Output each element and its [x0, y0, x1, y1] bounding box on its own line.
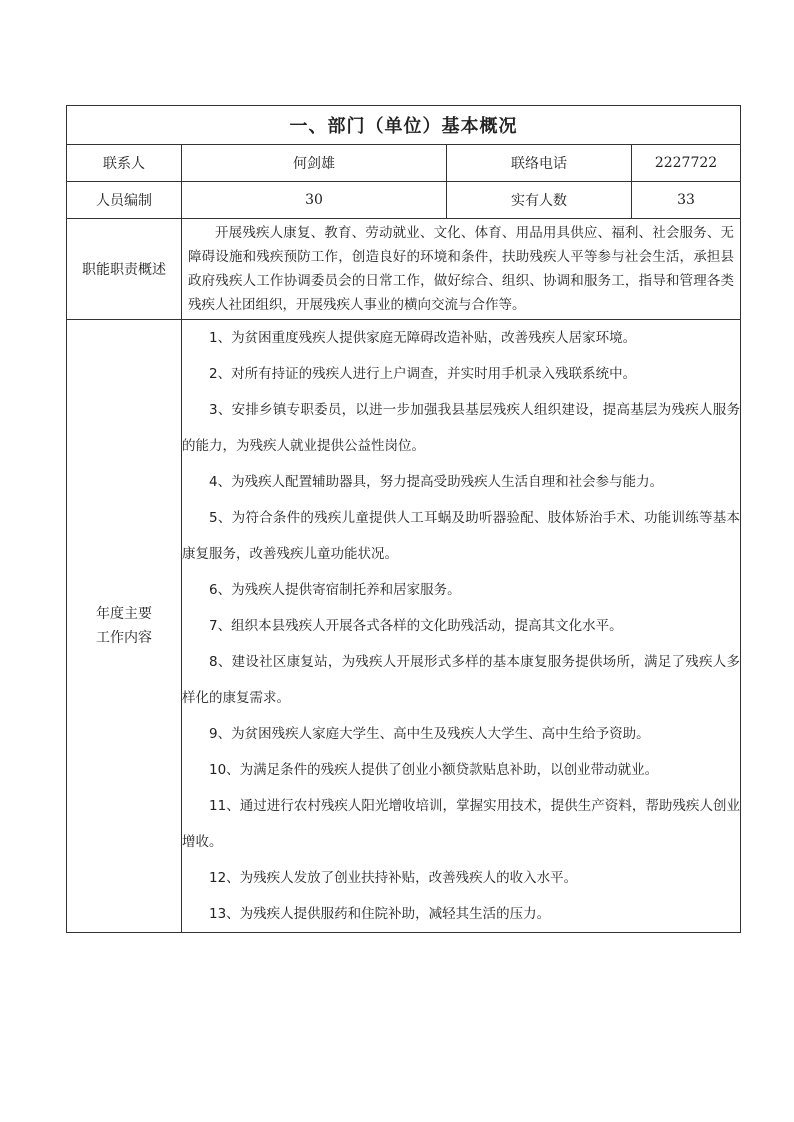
duties-cell — [182, 219, 741, 320]
phone-label: 联络电话 — [447, 145, 632, 182]
work-item: 11、通过进行农村残疾人阳光增收培训，掌握实用技术，提供生产资料，帮助残疾人创业增收。 — [182, 798, 740, 850]
section-title: 一、部门（单位）基本概况 — [67, 106, 741, 145]
work-item: 5、为符合条件的残疾儿童提供人工耳蜗及助听器验配、肢体矫治手术、功能训练等基本康复服务，改善残疾儿童功能状况。 — [182, 510, 740, 562]
work-item: 12、为残疾人发放了创业扶持补贴，改善残疾人的收入水平。 — [209, 870, 578, 886]
work-item: 13、为残疾人提供服药和住院补助，减轻其生活的压力。 — [209, 906, 551, 922]
phone-value: 2227722 — [632, 145, 741, 182]
work-item: 2、对所有持证的残疾人进行上户调查，并实时用手机录入残联系统中。 — [209, 366, 637, 382]
work-item: 9、为贫困残疾人家庭大学生、高中生及残疾人大学生、高中生给予资助。 — [209, 726, 650, 742]
duties-text: 开展残疾人康复、教育、劳动就业、文化、体育、用品用具供应、福利、社会服务、无障碍设施和残疾预防工作，创造良好的环境和条件，扶助残疾人平等参与社会生活，承担县政府残疾人工作协调委员会的日常工作，做好综合、组织、协调和服务工，指导和管理各类残疾人社团组织，开展残疾人事业的横向交流与合作等。 — [188, 225, 734, 313]
work-item: 8、建设社区康复站，为残疾人开展形式多样的基本康复服务提供场所，满足了残疾人多样化的康复需求。 — [182, 654, 740, 706]
work-item: 1、为贫困重度残疾人提供家庭无障碍改造补贴，改善残疾人居家环境。 — [209, 330, 637, 346]
duties-label: 职能职责概述 — [67, 219, 182, 320]
work-label-line1: 年度主要 — [96, 606, 152, 622]
work-item: 10、为满足条件的残疾人提供了创业小额贷款贴息补助，以创业带动就业。 — [209, 762, 659, 778]
work-item: 6、为残疾人提供寄宿制托养和居家服务。 — [209, 582, 461, 598]
contact-value: 何剑雄 — [182, 145, 447, 182]
work-item: 7、组织本县残疾人开展各式各样的文化助残活动，提高其文化水平。 — [209, 618, 623, 634]
actual-count-label: 实有人数 — [447, 182, 632, 219]
work-item: 3、安排乡镇专职委员，以进一步加强我县基层残疾人组织建设，提高基层为残疾人服务的能力，为残疾人就业提供公益性岗位。 — [182, 402, 740, 454]
work-label-line2: 工作内容 — [96, 630, 152, 646]
staffing-value: 30 — [182, 182, 447, 219]
actual-count-value: 33 — [632, 182, 741, 219]
contact-label: 联系人 — [67, 145, 182, 182]
work-list — [182, 320, 741, 933]
work-item: 4、为残疾人配置辅助器具，努力提高受助残疾人生活自理和社会参与能力。 — [209, 474, 664, 490]
staffing-label: 人员编制 — [67, 182, 182, 219]
work-label — [67, 320, 182, 933]
basic-info-table — [66, 105, 741, 933]
